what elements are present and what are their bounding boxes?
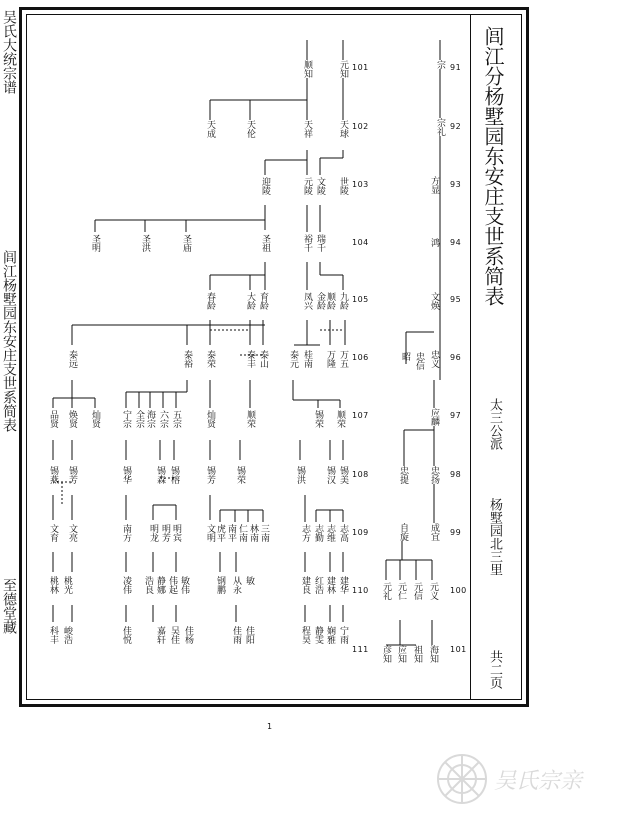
person-name: 文焕: [429, 292, 439, 310]
generation-number: 94: [450, 238, 462, 247]
person-name: 佳杨: [183, 626, 193, 644]
person-name: 天伦: [245, 120, 255, 138]
person-name: 伟起: [167, 576, 177, 594]
person-name: 迎陵: [260, 177, 270, 195]
person-name: 应麟: [429, 408, 439, 426]
generation-number: 105: [352, 295, 369, 304]
generation-number: 110: [352, 586, 369, 595]
person-name: 元礼: [381, 582, 391, 600]
person-name: 春龄: [205, 292, 215, 310]
person-name: 圣祖: [260, 234, 270, 252]
person-name: 焕贤: [67, 410, 77, 428]
person-name: 佳悦: [121, 626, 131, 644]
branch-label: 太三公派: [487, 398, 502, 450]
person-name: 泰远: [67, 350, 77, 368]
generation-number: 92: [450, 122, 462, 131]
person-name: 五宗: [171, 410, 181, 428]
person-name: 明芳: [160, 524, 170, 542]
person-name: 金龄: [315, 292, 325, 310]
person-name: 裕千: [302, 234, 312, 252]
person-name: 嘉轩: [155, 626, 165, 644]
person-name: 建良: [300, 576, 310, 594]
person-name: 忠扬: [429, 466, 439, 484]
person-name: 忠义: [429, 350, 439, 368]
person-name: 六宗: [158, 410, 168, 428]
person-name: 桃光: [62, 576, 72, 594]
person-name: 锡芳: [67, 466, 77, 484]
person-name: 锡燕: [48, 466, 58, 484]
person-name: 林南: [248, 524, 258, 542]
person-name: 南方: [121, 524, 131, 542]
person-name: 敏: [244, 576, 254, 585]
generation-number: 96: [450, 353, 462, 362]
person-name: 志高: [338, 524, 348, 542]
person-name: 忠信: [414, 352, 424, 370]
person-name: 敏伟: [179, 576, 189, 594]
generation-number: 91: [450, 63, 462, 72]
person-name: 仁南: [237, 524, 247, 542]
person-name: 建华: [338, 576, 348, 594]
person-name: 祖知: [412, 645, 422, 663]
person-name: 海知: [428, 645, 438, 663]
person-name: 建林: [325, 576, 335, 594]
person-name: 锡荣: [235, 466, 245, 484]
person-name: 泰荣: [205, 350, 215, 368]
generation-number: 104: [352, 238, 369, 247]
person-name: 静雯: [313, 626, 323, 644]
person-name: 世陵: [338, 177, 348, 195]
person-name: 宗: [435, 60, 445, 69]
person-name: 南平: [226, 524, 236, 542]
person-name: 全宗: [134, 410, 144, 428]
person-name: 方显: [429, 176, 439, 194]
person-name: 鸿: [429, 238, 439, 247]
person-name: 佳雨: [231, 626, 241, 644]
generation-number: 109: [352, 528, 369, 537]
person-name: 泰裕: [182, 350, 192, 368]
person-name: 瑞千: [315, 234, 325, 252]
person-name: 九龄: [338, 292, 348, 310]
person-name: 桃林: [48, 576, 58, 594]
person-name: 顺知: [302, 60, 312, 78]
person-name: 万隆: [325, 350, 335, 368]
person-name: 忠提: [398, 466, 408, 484]
person-name: 三南: [259, 524, 269, 542]
person-name: 顺荣: [245, 410, 255, 428]
generation-number: 101: [352, 63, 369, 72]
spine-clan-title: 吴氏大统宗谱: [1, 10, 17, 94]
generation-number: 93: [450, 180, 462, 189]
person-name: 文明: [205, 524, 215, 542]
person-name: 钢鹏: [215, 576, 225, 594]
generation-number: 107: [352, 411, 369, 420]
person-name: 大龄: [245, 292, 255, 310]
person-name: 佳阳: [244, 626, 254, 644]
person-name: 宁宗: [121, 410, 131, 428]
person-name: 文陵: [315, 177, 325, 195]
generation-number: 106: [352, 353, 369, 362]
person-name: 天祥: [302, 120, 312, 138]
person-name: 从永: [231, 576, 241, 594]
person-name: 文育: [48, 524, 58, 542]
person-name: 自旋: [398, 523, 408, 541]
person-name: 锡芳: [205, 466, 215, 484]
person-name: 成宜: [429, 523, 439, 541]
person-name: 明龙: [148, 524, 158, 542]
person-name: 顺荣: [335, 410, 345, 428]
watermark-text: 吴氏宗亲: [494, 769, 583, 794]
location-label: 杨墅园北三里: [487, 498, 502, 576]
person-name: 锡华: [121, 466, 131, 484]
person-name: 海宗: [145, 410, 155, 428]
generation-number: 100: [450, 586, 467, 595]
person-name: 元仁: [396, 582, 406, 600]
person-name: 天成: [205, 120, 215, 138]
person-name: 红浩: [313, 576, 323, 594]
person-name: 宗礼: [435, 118, 445, 136]
person-name: 应知: [396, 645, 406, 663]
page-number: 1: [267, 722, 273, 731]
person-name: 锡榕: [169, 466, 179, 484]
generation-number: 102: [352, 122, 369, 131]
person-name: 泰山: [258, 350, 268, 368]
person-name: 元信: [412, 582, 422, 600]
person-name: 元陵: [302, 177, 312, 195]
generation-number: 97: [450, 411, 462, 420]
person-name: 灿贤: [90, 410, 100, 428]
spine-hall-name: 至德堂藏: [1, 578, 17, 634]
person-name: 元知: [338, 60, 348, 78]
generation-number: 95: [450, 295, 462, 304]
page-count-label: 共二页: [487, 650, 502, 689]
person-name: 锡洪: [295, 466, 305, 484]
person-name: 峻浩: [62, 626, 72, 644]
person-name: 锡荣: [313, 410, 323, 428]
person-name: 天球: [338, 120, 348, 138]
person-name: 宁雨: [338, 626, 348, 644]
person-name: 虎平: [215, 524, 225, 542]
person-name: 桂南: [302, 350, 312, 368]
person-name: 万五: [338, 350, 348, 368]
person-name: 圣洪: [140, 234, 150, 252]
person-name: 志维: [325, 524, 335, 542]
page-title: 闾江分杨墅园东安庄支世系简表: [481, 26, 505, 306]
spine-branch-title: 闾江杨墅园东安庄支世系简表: [1, 250, 17, 432]
person-name: 锡森: [155, 466, 165, 484]
generation-number: 101: [450, 645, 467, 654]
person-name: 育龄: [258, 292, 268, 310]
generation-number: 99: [450, 528, 462, 537]
person-name: 志方: [300, 524, 310, 542]
person-name: 凤兴: [302, 292, 312, 310]
person-name: 锡汉: [325, 466, 335, 484]
person-name: 凌伟: [121, 576, 131, 594]
person-name: 泰丰: [245, 350, 255, 368]
person-name: 彦知: [381, 645, 391, 663]
person-name: 志勤: [313, 524, 323, 542]
clan-watermark-logo: [434, 748, 614, 810]
person-name: 文亮: [67, 524, 77, 542]
person-name: 圣明: [90, 234, 100, 252]
person-name: 品贤: [48, 410, 58, 428]
person-name: 静娜: [155, 576, 165, 594]
person-name: 浩良: [143, 576, 153, 594]
person-name: 锡美: [338, 466, 348, 484]
person-name: 吴佳: [169, 626, 179, 644]
generation-number: 103: [352, 180, 369, 189]
generation-number: 111: [352, 645, 369, 654]
person-name: 程昊: [300, 626, 310, 644]
person-name: 娴雅: [325, 626, 335, 644]
generation-number: 108: [352, 470, 369, 479]
person-name: 明宾: [171, 524, 181, 542]
person-name: 灿贤: [205, 410, 215, 428]
person-name: 顺龄: [325, 292, 335, 310]
generation-number: 98: [450, 470, 462, 479]
person-name: 圣庙: [181, 234, 191, 252]
person-name: 元义: [428, 582, 438, 600]
person-name: 科丰: [48, 626, 58, 644]
person-name: 泰元: [288, 350, 298, 368]
person-name: 昭: [400, 352, 410, 361]
